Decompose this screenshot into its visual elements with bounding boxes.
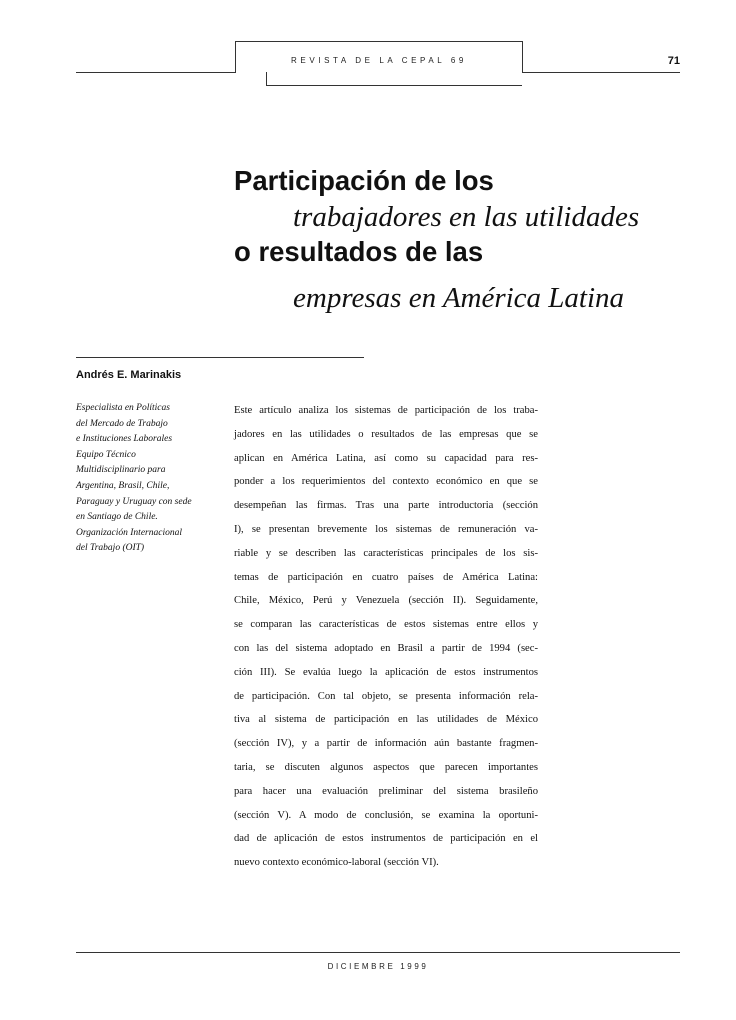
abstract-line: con las del sistema adoptado en Brasil a partir de 1994 (sec-: [234, 642, 538, 654]
author-rule: [76, 357, 364, 358]
journal-title: REVISTA DE LA CEPAL 69: [291, 56, 467, 65]
issue-date: DICIEMBRE 1999: [327, 962, 429, 971]
abstract-line: de participación. Con tal objeto, se presenta información rela-: [234, 690, 538, 702]
abstract-line: riable y se describen las características principales de los sis-: [234, 547, 538, 559]
affiliation-line: e Instituciones Laborales: [76, 434, 173, 445]
affiliation-line: Argentina, Brasil, Chile,: [76, 480, 170, 491]
abstract-line: dad de aplicación de estos instrumentos de participación en el: [234, 833, 538, 845]
affiliation-line: Paraguay y Uruguay con sede: [76, 496, 192, 507]
article-title-line-4: empresas en América Latina: [293, 282, 625, 314]
affiliation-line: en Santiago de Chile.: [76, 512, 158, 523]
page-number: 71: [667, 55, 680, 67]
affiliation-line: Especialista en Políticas: [76, 403, 170, 413]
abstract-line: desempeñan las firmas. Tras una parte introductoria (sección: [234, 500, 538, 512]
author-affiliation: [76, 401, 226, 557]
abstract-line: I), se presentan brevemente los sistemas de remuneración va-: [234, 523, 538, 535]
abstract: [234, 399, 538, 875]
author-name: Andrés E. Marinakis: [76, 369, 182, 381]
abstract-line: nuevo contexto económico-laboral (sección VI).: [234, 857, 439, 869]
abstract-line: jadores en las utilidades o resultados de las empresas que se: [234, 428, 538, 440]
affiliation-line: Equipo Técnico: [76, 449, 136, 460]
abstract-line: Este artículo analiza los sistemas de participación de los traba-: [234, 405, 538, 416]
affiliation-line: del Mercado de Trabajo: [76, 418, 168, 429]
affiliation-line: Multidisciplinario para: [76, 465, 166, 476]
abstract-line: taria, se discuten algunos aspectos que parecen importantes: [234, 761, 538, 773]
abstract-line: Chile, México, Perú y Venezuela (sección II). Seguidamente,: [234, 595, 538, 607]
abstract-line: (sección IV), y a partir de información aún bastante fragmen-: [234, 738, 538, 750]
abstract-line: ponder a los requerimientos del contexto económico en que se: [234, 476, 538, 488]
article-title-line-1: Participación de los: [234, 165, 494, 196]
abstract-line: se comparan las características de estos sistemas entre ellos y: [234, 619, 538, 631]
affiliation-line: Organización Internacional: [76, 527, 182, 538]
article-title-line-2: trabajadores en las utilidades: [293, 201, 640, 233]
journal-header-tab: [266, 72, 522, 86]
abstract-line: (sección V). A modo de conclusión, se examina la oportuni-: [234, 809, 538, 821]
abstract-line: temas de participación en cuatro países de América Latina:: [234, 571, 538, 583]
abstract-line: ción III). Se evalúa luego la aplicación de estos instrumentos: [234, 666, 538, 678]
footer-rule: [76, 952, 680, 953]
abstract-line: aplican en América Latina, así como su capacidad para res-: [234, 452, 538, 464]
article-title-line-3: o resultados de las: [234, 236, 484, 267]
abstract-line: para hacer una evaluación preliminar del sistema brasileño: [234, 785, 538, 797]
abstract-line: tiva al sistema de participación en las utilidades de México: [234, 714, 538, 726]
affiliation-line: del Trabajo (OIT): [76, 543, 145, 554]
journal-header-box: [235, 41, 523, 73]
